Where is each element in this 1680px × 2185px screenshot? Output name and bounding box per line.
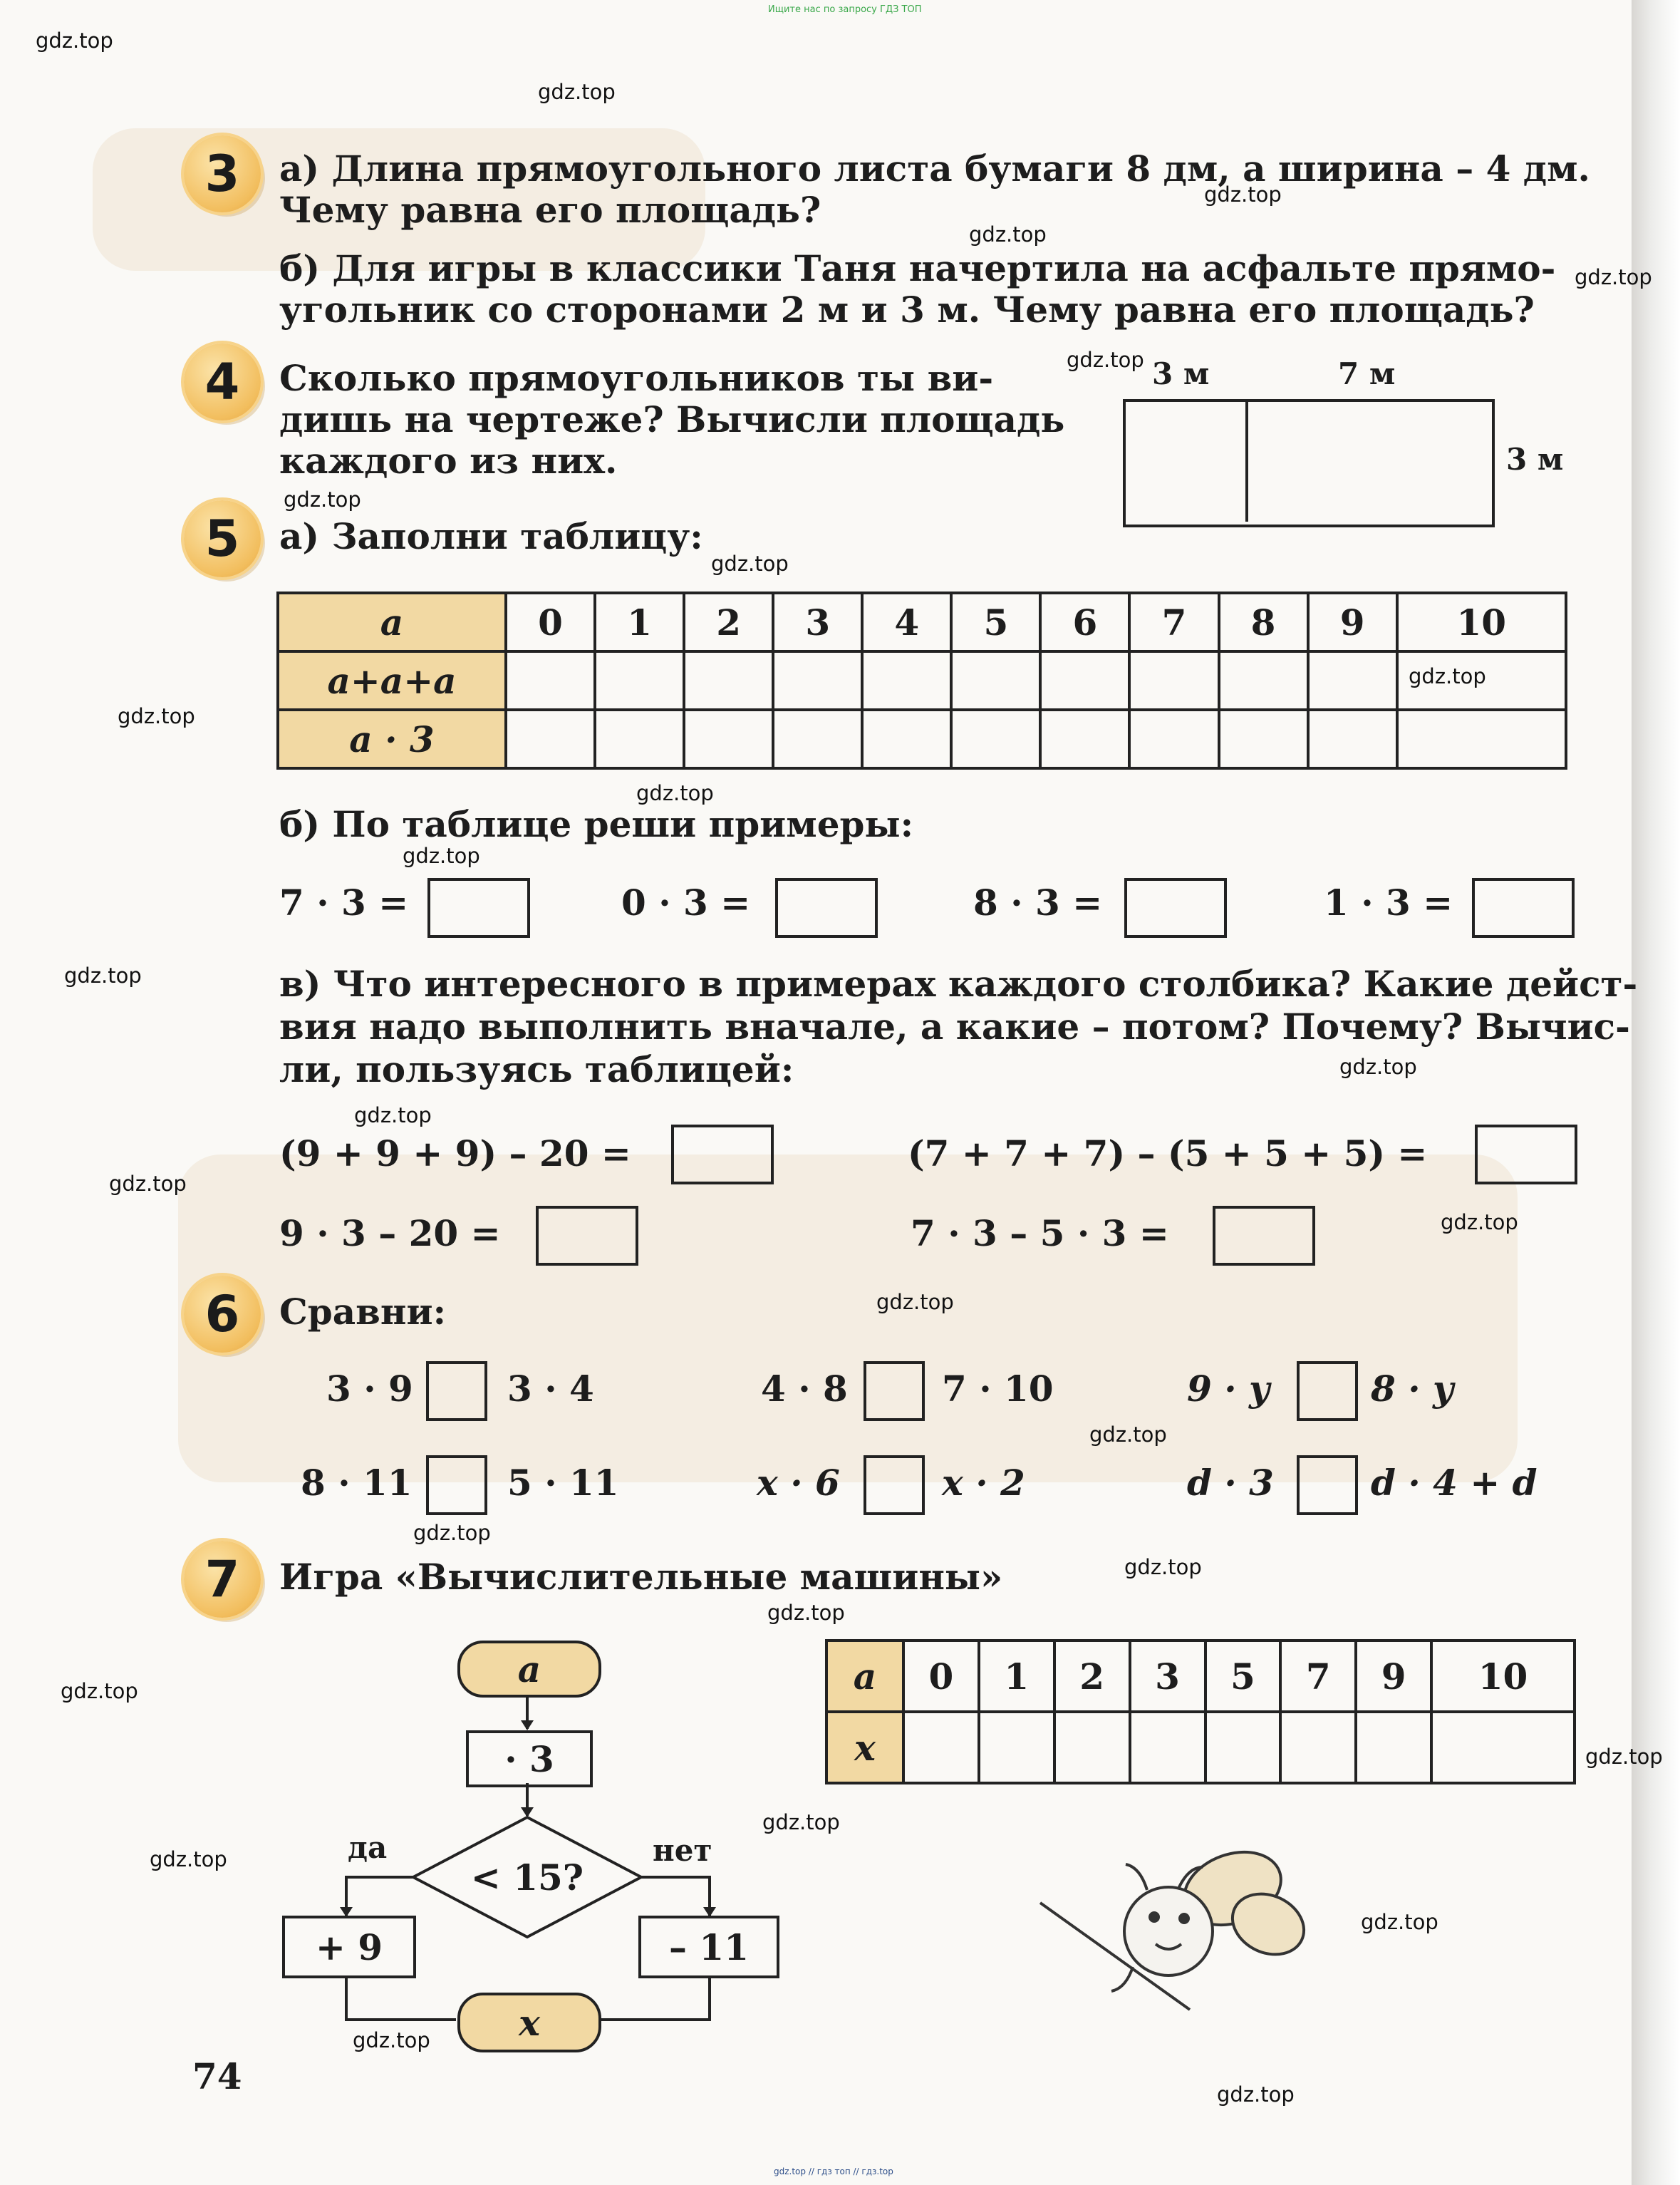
watermark: gdz.top [36, 29, 113, 53]
answer-cell[interactable] [1130, 1712, 1205, 1783]
watermark: gdz.top [767, 1601, 845, 1625]
answer-cell[interactable] [1054, 1712, 1130, 1783]
watermark: gdz.top [636, 781, 714, 805]
expression-4: 7 · 3 – 5 · 3 = [911, 1212, 1169, 1254]
compare-right: 7 · 10 [942, 1368, 1054, 1410]
site-note-top: Ищите нас по запросу ГДЗ ТОП [768, 4, 922, 15]
example-0x3: 0 · 3 = [621, 882, 751, 924]
example-8x3: 8 · 3 = [973, 882, 1103, 924]
watermark: gdz.top [1124, 1555, 1202, 1579]
compare-left: d · 3 [1187, 1462, 1274, 1504]
flow-condition: < 15? [470, 1856, 584, 1899]
task-6-badge: 6 [184, 1276, 261, 1353]
expression-1: (9 + 9 + 9) – 20 = [279, 1132, 631, 1174]
watermark: gdz.top [969, 222, 1047, 247]
task-7-table [825, 1639, 1576, 1784]
task-3a-line1: а) Длина прямоугольного листа бумаги 8 дм, а ширина – 4 дм. [279, 148, 1590, 190]
value-cell: 5 [951, 593, 1040, 651]
watermark: gdz.top [1575, 265, 1652, 289]
task-3-badge: 3 [184, 135, 261, 212]
flow-yes-label: да [348, 1830, 388, 1865]
value-cell: 5 [1205, 1641, 1281, 1712]
task-5b-title: б) По таблице реши примеры: [279, 803, 914, 845]
value-cell: 10 [1397, 593, 1566, 651]
value-cell: 1 [979, 1641, 1054, 1712]
watermark: gdz.top [150, 1847, 227, 1871]
row-header-sum: a+a+a [278, 651, 506, 710]
rect-label-7m: 7 м [1338, 356, 1396, 391]
compare-right: 8 · y [1371, 1368, 1454, 1410]
compare-left: 9 · y [1187, 1368, 1270, 1410]
watermark: gdz.top [109, 1172, 187, 1196]
value-cell: 2 [684, 593, 773, 651]
value-cell: 1 [595, 593, 684, 651]
value-cell: 9 [1308, 593, 1397, 651]
task-6-title: Сравни: [279, 1291, 447, 1333]
compare-left: 4 · 8 [761, 1368, 848, 1410]
answer-cell[interactable] [1356, 1712, 1431, 1783]
task-5c-line1: в) Что интересного в примерах каждого столбика? Какие дейст- [279, 963, 1638, 1005]
value-cell: 9 [1356, 1641, 1431, 1712]
compare-right: d · 4 + d [1371, 1462, 1538, 1504]
answer-cell[interactable] [1280, 1712, 1356, 1783]
expression-2: (7 + 7 + 7) – (5 + 5 + 5) = [908, 1132, 1428, 1174]
row-header-x: x [826, 1712, 903, 1783]
value-cell: 3 [1130, 1641, 1205, 1712]
watermark: gdz.top [876, 1290, 954, 1314]
watermark: gdz.top [1441, 1210, 1518, 1234]
watermark: gdz.top [1089, 1422, 1167, 1447]
flow-no-label: нет [653, 1833, 712, 1868]
task-3b-line2: угольник со сторонами 2 м и 3 м. Чему равна его площадь? [279, 289, 1535, 331]
compare-right: x · 2 [942, 1462, 1025, 1504]
compare-right: 3 · 4 [507, 1368, 594, 1410]
watermark: gdz.top [1204, 182, 1282, 207]
flow-op-plus9: + 9 [282, 1916, 416, 1978]
task-4-badge: 4 [184, 343, 261, 420]
compare-left: x · 6 [757, 1462, 840, 1504]
watermark: gdz.top [61, 1679, 138, 1703]
watermark: gdz.top [354, 1103, 432, 1127]
rect-label-height-3m: 3 м [1506, 442, 1564, 477]
row-header-a: a [278, 593, 506, 651]
site-note-bottom: gdz.top // гдз топ // гдз.top [774, 2166, 893, 2176]
compare-left: 3 · 9 [326, 1368, 413, 1410]
value-cell: 3 [773, 593, 862, 651]
page-number: 74 [192, 2055, 242, 2097]
answer-cell[interactable] [1431, 1712, 1575, 1783]
flow-end-x: x [457, 1993, 601, 2052]
task-5-badge: 5 [184, 500, 261, 577]
row-header-a: a [826, 1641, 903, 1712]
watermark: gdz.top [1409, 664, 1486, 688]
example-1x3: 1 · 3 = [1324, 882, 1453, 924]
watermark: gdz.top [1339, 1055, 1417, 1079]
flow-step-multiply: · 3 [466, 1730, 593, 1787]
watermark: gdz.top [413, 1521, 491, 1545]
watermark: gdz.top [1217, 2082, 1295, 2107]
rect-label-3m: 3 м [1152, 356, 1210, 391]
value-cell: 7 [1280, 1641, 1356, 1712]
task-7-title: Игра «Вычислительные машины» [279, 1556, 1003, 1598]
answer-cell[interactable] [903, 1712, 979, 1783]
watermark: gdz.top [538, 80, 616, 104]
example-7x3: 7 · 3 = [279, 882, 409, 924]
watermark: gdz.top [403, 844, 480, 868]
watermark: gdz.top [1361, 1910, 1438, 1934]
task-5c-line3: ли, пользуясь таблицей: [279, 1048, 794, 1090]
compare-right: 5 · 11 [507, 1462, 619, 1504]
task-4-line3: каждого из них. [279, 440, 618, 482]
watermark: gdz.top [64, 964, 142, 988]
watermark: gdz.top [118, 704, 195, 728]
task-7-badge: 7 [184, 1541, 261, 1618]
watermark: gdz.top [1585, 1745, 1663, 1769]
value-cell: 6 [1040, 593, 1129, 651]
watermark: gdz.top [353, 2028, 430, 2052]
watermark: gdz.top [762, 1810, 840, 1834]
value-cell: 0 [903, 1641, 979, 1712]
flow-op-minus11: – 11 [638, 1916, 779, 1978]
answer-cell[interactable] [1205, 1712, 1281, 1783]
value-cell: 10 [1431, 1641, 1575, 1712]
task-4-line2: дишь на чертеже? Вычисли площадь [279, 398, 1065, 440]
value-cell: 4 [862, 593, 951, 651]
flow-start-a: a [457, 1641, 601, 1698]
row-header-product: a · 3 [278, 710, 506, 768]
value-cell: 7 [1129, 593, 1218, 651]
compare-left: 8 · 11 [301, 1462, 413, 1504]
task-3b-line1: б) Для игры в классики Таня начертила на асфальте прямо- [279, 247, 1556, 289]
task-5a-title: а) Заполни таблицу: [279, 515, 703, 557]
value-cell: 8 [1219, 593, 1308, 651]
cartoon-character-illustration [1026, 1839, 1325, 2024]
task-5c-line2: вия надо выполнить вначале, а какие – потом? Почему? Вычис- [279, 1006, 1630, 1048]
task-3a-line2: Чему равна его площадь? [279, 189, 821, 231]
watermark: gdz.top [1067, 348, 1144, 372]
watermark: gdz.top [284, 487, 361, 512]
value-cell: 2 [1054, 1641, 1130, 1712]
answer-cell[interactable] [979, 1712, 1054, 1783]
expression-3: 9 · 3 – 20 = [279, 1212, 501, 1254]
task-4-line1: Сколько прямоугольников ты ви- [279, 357, 994, 399]
value-cell: 0 [506, 593, 595, 651]
watermark: gdz.top [711, 552, 789, 576]
